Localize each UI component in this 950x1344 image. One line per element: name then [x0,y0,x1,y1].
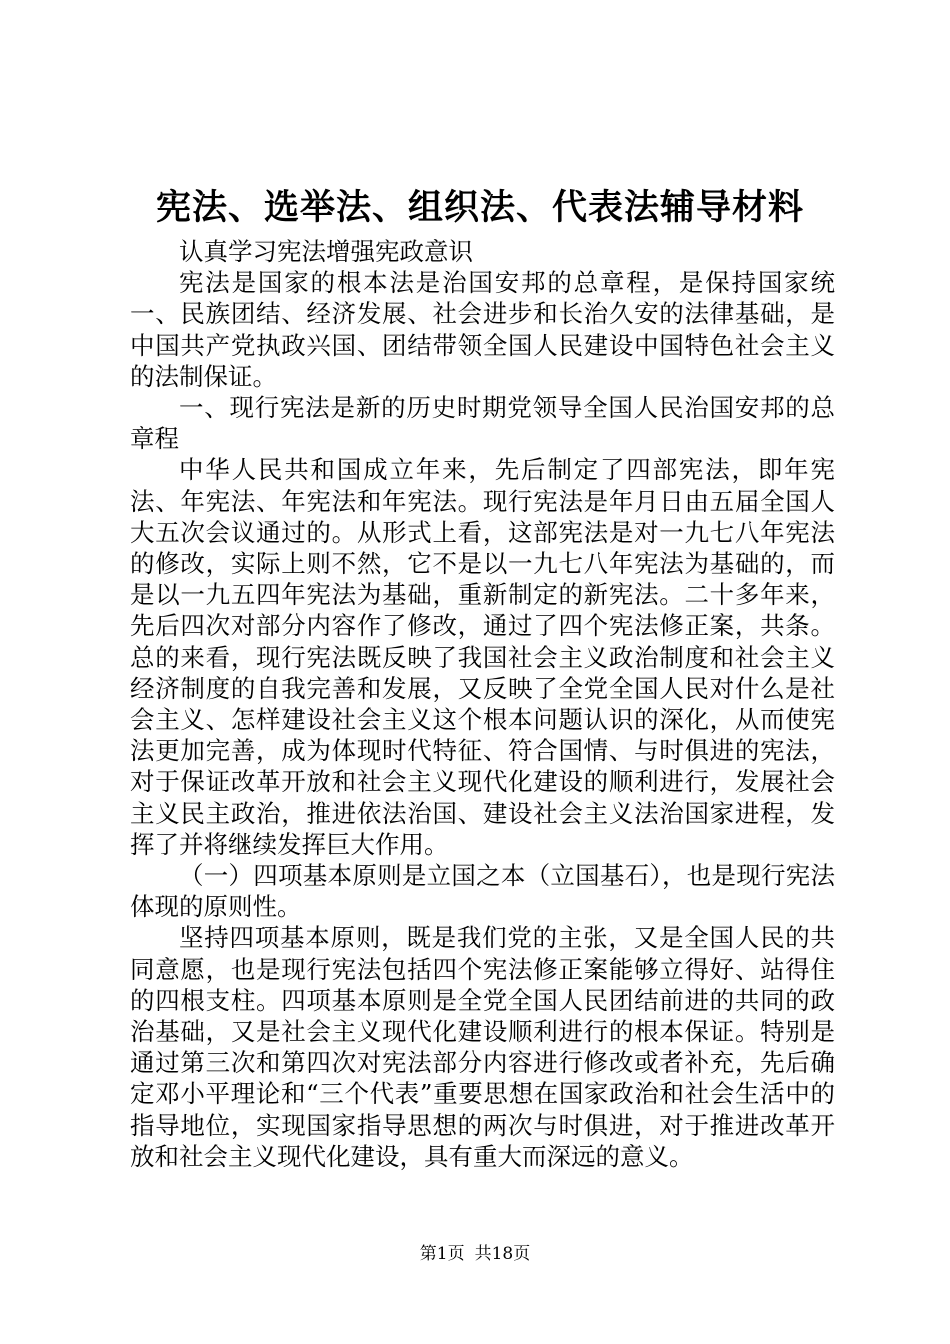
document-body [130,236,835,1172]
paragraph-intro: 宪法是国家的根本法是治国安邦的总章程，是保持国家统一、民族团结、经济发展、社会进步和长治久安的法律基础，是中国共产党执政兴国、团结带领全国人民建设中国特色社会主义的法制保证。 [130,268,835,391]
section-heading-1: 一、现行宪法是新的历史时期党领导全国人民治国安邦的总章程 [130,393,835,454]
page-footer [0,1242,950,1266]
paragraph-principles: 坚持四项基本原则，既是我们党的主张，又是全国人民的共同意愿，也是现行宪法包括四个宪法修正案能够立得好、站得住的四根支柱。四项基本原则是全党全国人民团结前进的共同的政治基础，又是社会主义现代化建设顺利进行的根本保证。特别是通过第三次和第四次对宪法部分内容进行修改或者补充，先后确定邓小平理论和“三个代表”重要思想在国家政治和社会生活中的指导地位，实现国家指导思想的两次与时俱进，对于推进改革开放和社会主义现代化建设，具有重大而深远的意义。 [130,923,835,1171]
paragraph-history: 中华人民共和国成立年来，先后制定了四部宪法，即年宪法、年宪法、年宪法和年宪法。现行宪法是年月日由五届全国人大五次会议通过的。从形式上看，这部宪法是对一九七八年宪法的修改，实际上则不然，它不是以一九七八年宪法为基础的，而是以一九五四年宪法为基础，重新制定的新宪法。二十多年来，先后四次对部分内容作了修改，通过了四个宪法修正案，共条。总的来看，现行宪法既反映了我国社会主义政治制度和社会主义经济制度的自我完善和发展，又反映了全党全国人民对什么是社会主义、怎样建设社会主义这个根本问题认识的深化，从而使宪法更加完善，成为体现时代特征、符合国情、与时俱进的宪法，对于保证改革开放和社会主义现代化建设的顺利进行，发展社会主义民主政治，推进依法治国、建设社会主义法治国家进程，发挥了并将继续发挥巨大作用。 [130,455,835,859]
page-total: 共18页 [474,1244,531,1264]
page-number: 第1页 [419,1244,465,1264]
document-title: 宪法、选举法、组织法、代表法辅导材料 [155,187,804,228]
subsection-heading-1: （一）四项基本原则是立国之本（立国基石），也是现行宪法体现的原则性。 [130,861,835,922]
section-subtitle: 认真学习宪法增强宪政意识 [179,237,473,266]
